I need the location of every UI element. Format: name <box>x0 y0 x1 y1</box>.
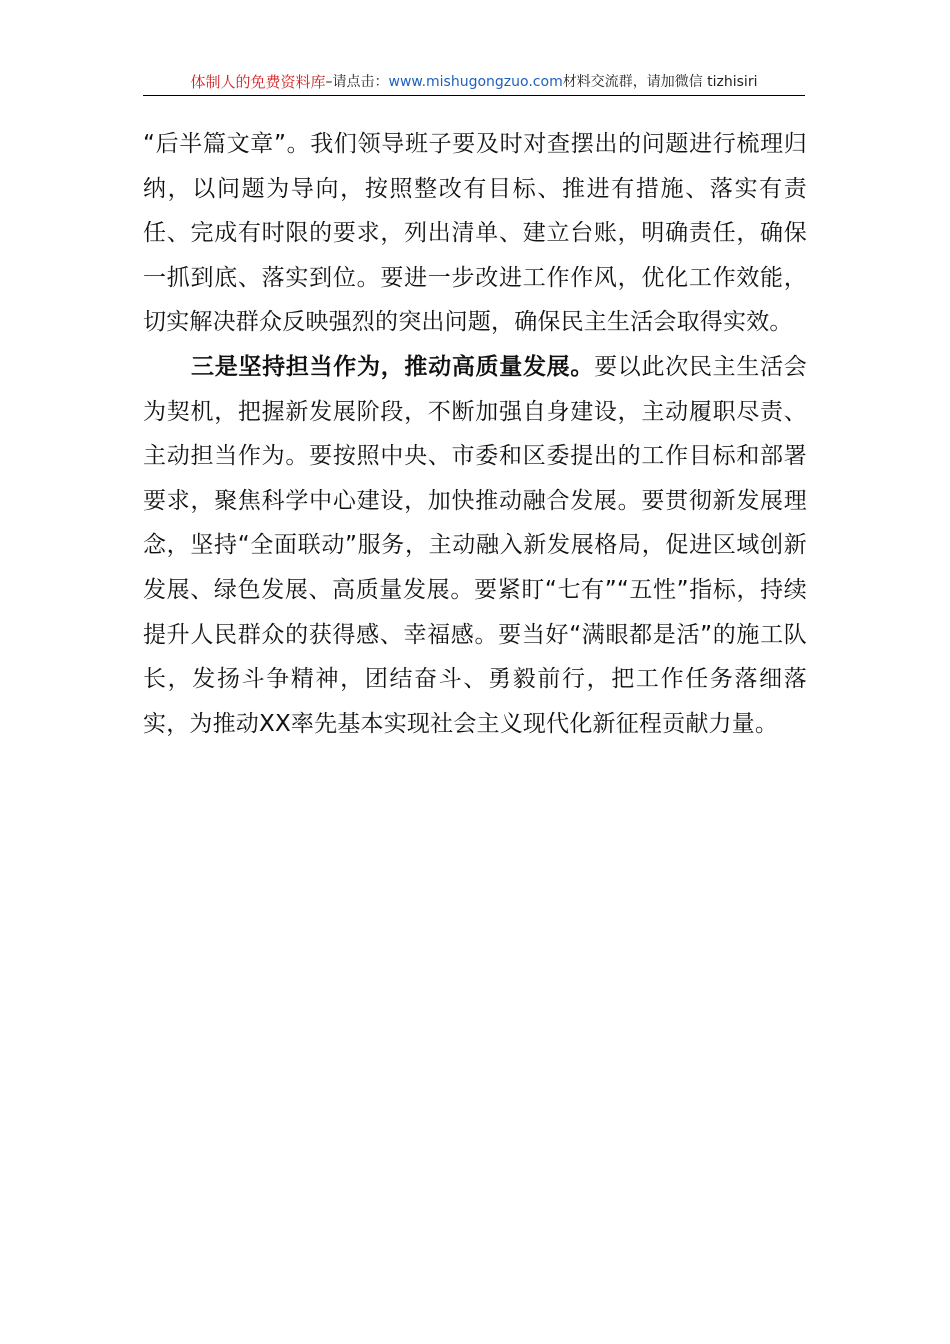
paragraph-2-body: 要以此次民主生活会为契机，把握新发展阶段，不断加强自身建设，主动履职尽责、主动担当作为。要按照中央、市委和区委提出的工作目标和部署要求，聚焦科学中心建设，加快推动融合发展。要贯彻新发展理念，坚持“全面联动”服务，主动融入新发展格局，促进区域创新发展、绿色发展、高质量发展。要紧盯“七有”“五性”指标，持续提升人民群众的获得感、幸福感。要当好“满眼都是活”的施工队长，发扬斗争精神，团结奋斗、勇毅前行，把工作任务落细落实，为推动XX率先基本实现社会主义现代化新征程贡献力量。 <box>143 353 807 737</box>
page-header <box>143 70 805 96</box>
document-body <box>143 122 807 746</box>
paragraph-2-lead: 三是坚持担当作为，推动高质量发展。 <box>191 353 595 380</box>
paragraph-2 <box>143 345 807 746</box>
header-group-note: 材料交流群，请加微信 tizhisiri <box>562 74 758 90</box>
header-click-prompt: –请点击： <box>325 74 389 90</box>
header-url-link[interactable]: www.mishugongzuo.com <box>388 74 563 90</box>
header-brand: 体制人的免费资料库 <box>190 73 326 91</box>
paragraph-1: “后半篇文章”。我们领导班子要及时对查摆出的问题进行梳理归纳，以问题为导向，按照整改有目标、推进有措施、落实有责任、完成有时限的要求，列出清单、建立台账，明确责任，确保一抓到底、落实到位。要进一步改进工作作风，优化工作效能，切实解决群众反映强烈的突出问题，确保民主生活会取得实效。 <box>143 131 807 336</box>
